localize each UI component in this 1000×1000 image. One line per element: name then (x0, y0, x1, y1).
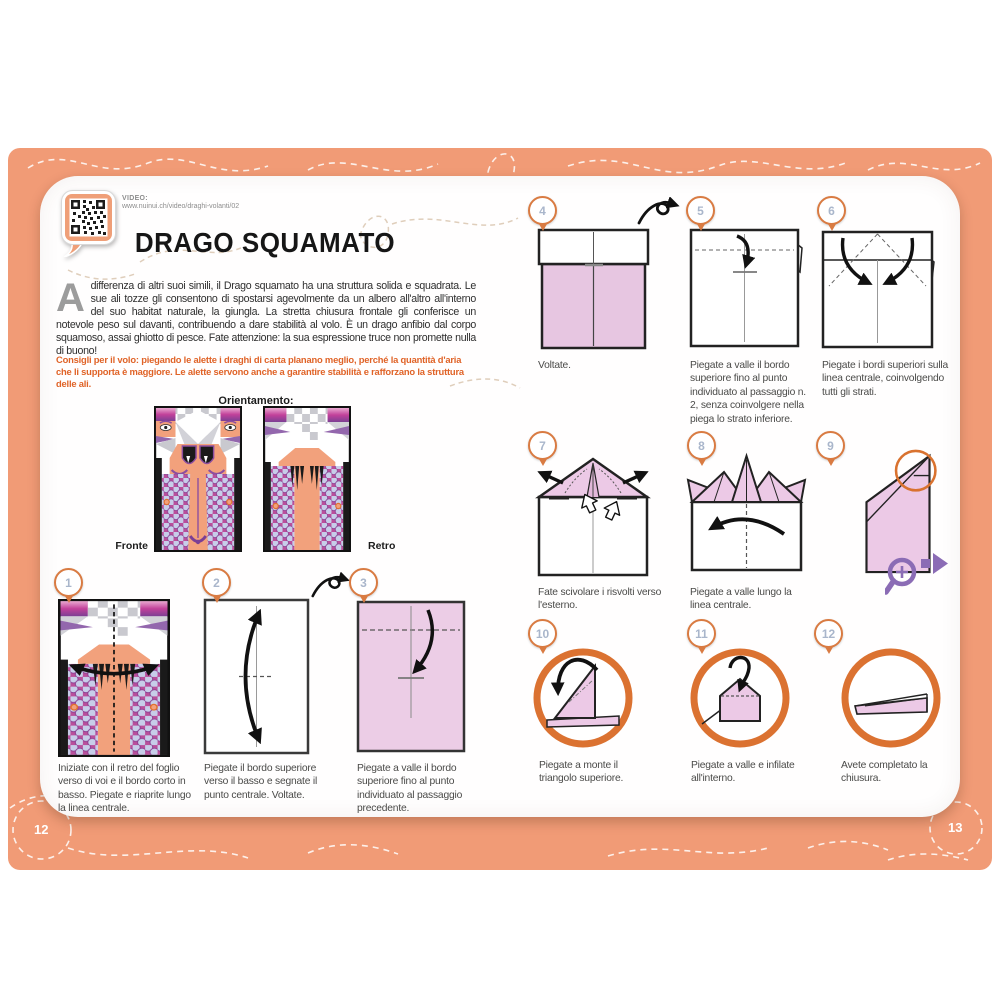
step-1-diagram (58, 599, 170, 757)
step-badge-1: 1 (54, 568, 83, 597)
page-title: DRAGO SQUAMATO (134, 226, 396, 259)
step-badge-7: 7 (528, 431, 557, 460)
magnifier-icon (885, 545, 950, 597)
step-badge-8: 8 (687, 431, 716, 460)
step-10-caption: Piegate a monte il triangolo superiore. (539, 760, 624, 785)
turn-over-icon (310, 572, 352, 600)
page-number-right: 13 (948, 820, 963, 835)
dropcap: A (56, 276, 85, 320)
step-badge-4: 4 (528, 196, 557, 225)
step-badge-6: 6 (817, 196, 846, 225)
flight-tip: Consigli per il volo: piegando le alette i draghi di carta planano meglio, perché la quantità d'aria che li supporta è maggiore. Le alette servono anche a garantire stabilità e rafforzano la struttura delle ali. (56, 354, 464, 390)
step-2-caption: Piegate il bordo superiore verso il basso e segnate il punto centrale. Voltate. (204, 763, 318, 801)
step-badge-5: 5 (686, 196, 715, 225)
pattern-back-image (263, 406, 351, 552)
step-11-diagram (688, 646, 792, 750)
step-badge-3: 3 (349, 568, 378, 597)
back-label: Retro (368, 540, 396, 552)
step-badge-9: 9 (816, 431, 845, 460)
step-8-caption: Piegate a valle lungo la linea centrale. (690, 587, 792, 612)
step-7-caption: Fate scivolare i risvolti verso l'esterno. (538, 587, 662, 612)
turn-over-icon (636, 197, 682, 227)
pattern-front-image (154, 406, 242, 552)
step-4-diagram (537, 228, 650, 352)
step-badge-10: 10 (528, 619, 557, 648)
step-8-diagram (684, 452, 810, 576)
step-3-caption: Piegate a valle il bordo superiore fino al punto individuato al passaggio precedente. (357, 763, 463, 815)
step-1-caption: Iniziate con il retro del foglio verso di voi e il bordo corto in basso. Piegate e riaprite lungo la linea centrale. (58, 763, 191, 815)
step-badge-12: 12 (814, 619, 843, 648)
video-label: VIDEO: (122, 195, 148, 202)
step-6-diagram (821, 230, 935, 351)
intro-paragraph: Adifferenza di altri suoi simili, il Drago squamato ha una struttura solida e squadrata. Le sue ali tozze gli consentono di spostarsi agevolmente da un albero all'altro all'interno del suo habitat naturale, la giungla. La stretta chiusura frontale gli conferisce un notevole peso sul davanti, contribuendo a dare stabilità al volo. È un drago anfibio dal corpo squamoso, assai ghiotto di pesce. Fate attenzione: la sua espressione truce non promette nulla di buono! (56, 276, 476, 357)
step-12-diagram (839, 646, 943, 750)
front-label: Fronte (115, 540, 148, 552)
step-12-caption: Avete completato la chiusura. (841, 760, 928, 785)
step-badge-2: 2 (202, 568, 231, 597)
book-spread (8, 148, 992, 870)
step-6-caption: Piegate i bordi superiori sulla linea centrale, coinvolgendo tutti gli strati. (822, 360, 949, 398)
step-10-diagram (531, 646, 635, 750)
content-panel (40, 176, 960, 817)
page-number-left: 12 (34, 822, 49, 837)
step-4-caption: Voltate. (538, 360, 571, 371)
video-link[interactable] (122, 195, 239, 210)
orientation-label: Orientamento: (218, 395, 294, 407)
video-url: www.nuinui.ch/video/draghi-volanti/02 (122, 203, 240, 210)
step-3-diagram (356, 600, 466, 753)
step-5-caption: Piegate a valle il bordo superiore fino al punto individuato al passaggio n. 2, senza coinvolgere nella piega lo strato inferiore. (690, 360, 806, 425)
step-2-diagram (203, 598, 310, 755)
step-5-diagram (689, 228, 804, 350)
step-7-diagram (529, 453, 658, 579)
step-11-caption: Piegate a valle e infilate all'interno. (691, 760, 795, 785)
step-badge-11: 11 (687, 619, 716, 648)
